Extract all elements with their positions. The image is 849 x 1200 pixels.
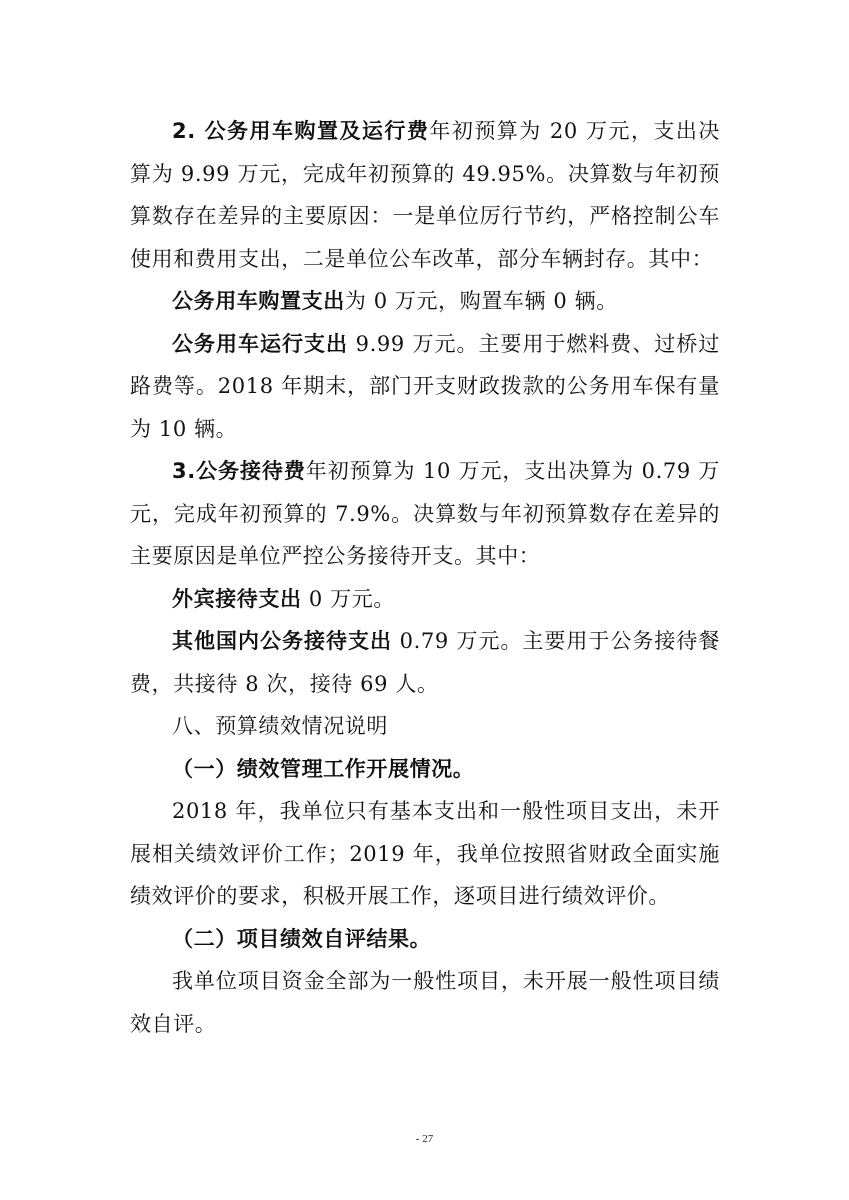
vehicle-expense-text: 年初预算为 20 万元，支出决算为 9.99 万元，完成年初预算的 49.95%。决算数与年初预算数存在差异的主要原因：一是单位厉行节约，严格控制公车使用和费用支出，二是单位公车改革，部分车辆封存。其中： bbox=[130, 119, 720, 271]
paragraph-performance-management: 2018 年，我单位只有基本支出和一般性项目支出，未开展相关绩效评价工作；2019 年，我单位按照省财政全面实施绩效评价的要求，积极开展工作，逐项目进行绩效评价。 bbox=[130, 799, 720, 908]
paragraph-reception-expense bbox=[130, 450, 720, 578]
reception-expense-title: 3.公务接待费 bbox=[172, 459, 306, 483]
vehicle-purchase-title: 公务用车购置支出 bbox=[172, 289, 345, 313]
paragraph-foreign-reception bbox=[130, 578, 720, 621]
document-body bbox=[130, 110, 720, 1045]
domestic-reception-text: 0.79 万元。主要用于公务接待餐费，共接待 8 次，接待 69 人。 bbox=[130, 629, 720, 696]
domestic-reception-title: 其他国内公务接待支出 bbox=[172, 629, 392, 653]
foreign-reception-text: 0 万元。 bbox=[301, 586, 395, 611]
vehicle-operation-text: 9.99 万元。主要用于燃料费、过桥过路费等。2018 年期末，部门开支财政拨款的公务用车保有量为 10 辆。 bbox=[130, 331, 720, 441]
reception-expense-text: 年初预算为 10 万元，支出决算为 0.79 万元，完成年初预算的 7.9%。决算数与年初预算数存在差异的主要原因是单位严控公务接待开支。其中： bbox=[130, 459, 720, 568]
subheading-performance-management: （一）绩效管理工作开展情况。 bbox=[172, 756, 475, 781]
paragraph-vehicle-operation bbox=[130, 323, 720, 451]
page-number: - 27 bbox=[415, 1133, 434, 1145]
vehicle-expense-title: 2. 公务用车购置及运行费 bbox=[172, 119, 430, 143]
subheading-self-evaluation: （二）项目绩效自评结果。 bbox=[172, 926, 432, 951]
foreign-reception-title: 外宾接待支出 bbox=[172, 586, 302, 611]
vehicle-purchase-text: 为 0 万元，购置车辆 0 辆。 bbox=[344, 289, 618, 313]
paragraph-self-evaluation: 我单位项目资金全部为一般性项目，未开展一般性项目绩效自评。 bbox=[130, 969, 720, 1036]
paragraph-vehicle-expense bbox=[130, 110, 720, 280]
vehicle-operation-title: 公务用车运行支出 bbox=[172, 331, 348, 356]
paragraph-vehicle-purchase bbox=[130, 280, 720, 323]
paragraph-domestic-reception bbox=[130, 620, 720, 705]
section-heading-performance: 八、预算绩效情况说明 bbox=[172, 714, 388, 738]
